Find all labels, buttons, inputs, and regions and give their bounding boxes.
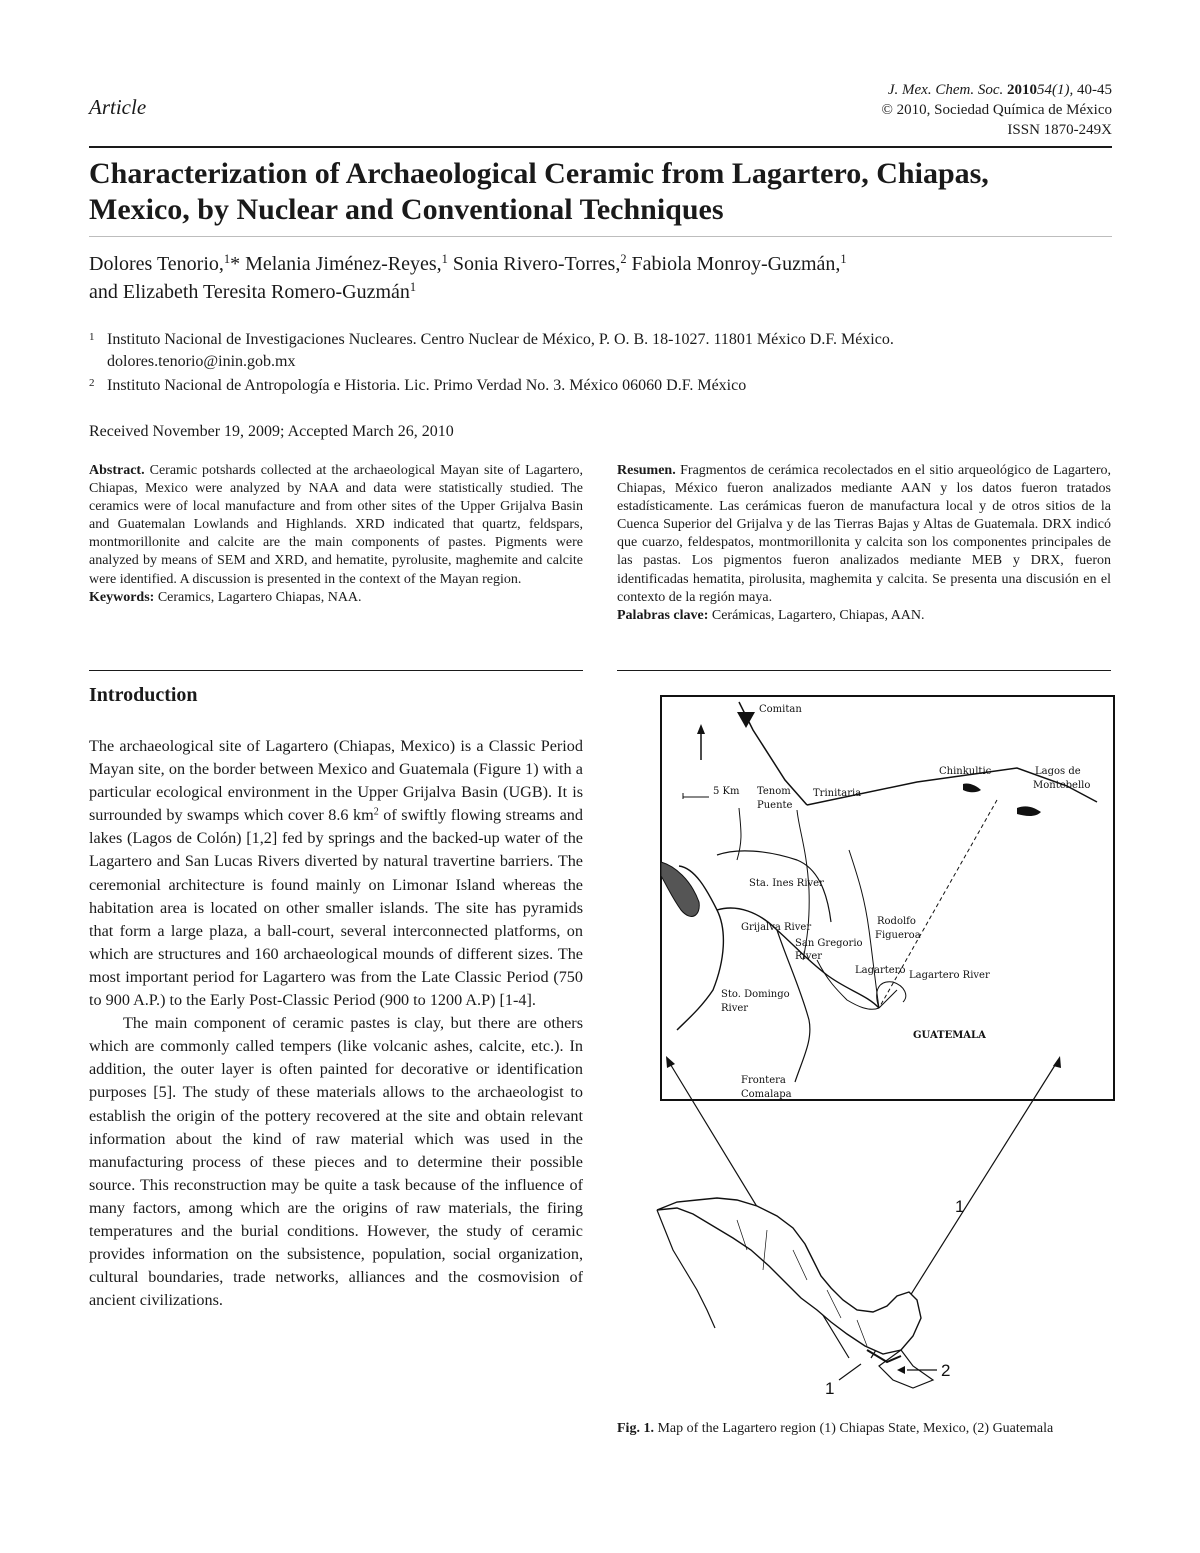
author-name: and Elizabeth Teresita Romero-Guzmán bbox=[89, 281, 410, 303]
map-number-1-top: 1 bbox=[955, 1197, 965, 1216]
map-label-sto-domingo-river: River bbox=[721, 1003, 749, 1014]
map-label-figueroa: Figueroa bbox=[875, 930, 921, 941]
author-name: Melania Jiménez-Reyes, bbox=[245, 253, 442, 275]
journal-citation bbox=[881, 80, 1112, 100]
paragraph-text: The archaeological site of Lagartero (Chiapas, Mexico) is a Classic Period Mayan site, on the border between Mexico and Guatemala (Figure 1) with a particular ecological environment in the Upper Grijalva Basin (UGB). It is surrounded by swamps which cover 8.6 km bbox=[89, 737, 583, 825]
title-line-1: Characterization of Archaeological Ceramic from Lagartero, Chiapas, bbox=[89, 157, 989, 190]
article-type-label: Article bbox=[89, 95, 147, 119]
resumen-rule bbox=[617, 670, 1111, 671]
journal-copyright: © 2010, Sociedad Química de México bbox=[881, 102, 1112, 118]
resumen bbox=[617, 462, 1111, 625]
figure-caption bbox=[617, 1420, 1111, 1438]
author-name: Sonia Rivero-Torres, bbox=[452, 253, 621, 275]
author-affiliation-mark: 1 bbox=[223, 252, 231, 267]
map-label-comalapa: Comalapa bbox=[741, 1089, 792, 1100]
map-label-grijalva: Grijalva River bbox=[741, 922, 812, 933]
baja-california-outline bbox=[657, 1210, 715, 1328]
author-affiliation-mark: 1 bbox=[409, 280, 417, 295]
map-label-lagos: Lagos de bbox=[1035, 766, 1081, 777]
map-label-sto-domingo: Sto. Domingo bbox=[721, 989, 790, 1000]
paragraph-text: of swiftly flowing streams and lakes (Lagos de Colón) [1,2] fed by springs and the backed-up water of the Lagartero and San Lucas Rivers diverted by natural travertine barriers. The ceremonial architecture is found mainly on Limonar Island whereas the habitation area is located on other smaller islands. The site has pyramids that form a large plaza, a ball-court, several interconnected platforms, on which are structures and 160 archaeological mounds of different sizes. The most important period for Lagartero was from the Late Classic Period (750 to 900 A.P.) to the Early Post-Classic Period (900 to 1200 A.P) [1-4]. bbox=[89, 806, 583, 1010]
corresponding-author-mark: * bbox=[230, 253, 241, 275]
map-label-lagartero: Lagartero bbox=[855, 965, 906, 976]
title-rule bbox=[89, 236, 1112, 237]
keywords-text: Ceramics, Lagartero Chiapas, NAA. bbox=[157, 589, 362, 605]
journal-info bbox=[881, 80, 1112, 140]
author-affiliation-mark: 2 bbox=[620, 252, 627, 267]
abstract-rule bbox=[89, 670, 583, 671]
resumen-text: Fragmentos de cerámica recolectados en el sitio arqueológico de Lagartero, Chiapas, México fueron analizados mediante AAN y los datos fueron tratados estadísticamente. Las cerámicas fueron de manufactura local y de otros sitios de la Cuenca Superior del Grijalva y de las Tierras Bajas y Altas de Guatemala. DRX indicó que cuarzo, feldespatos, montmorillonita y calcita son los componentes principales de las pastas. Los pigmentos fueron analizados mediante MEB y DRX, fueron identificadas hematita, pirolusita, maghemita y calcita. Se presenta una discusión en el contexto de la región maya. bbox=[617, 463, 1111, 605]
map-label-san-gregorio-river: River bbox=[795, 951, 823, 962]
affiliation-2 bbox=[89, 375, 1112, 397]
map-label-frontera: Frontera bbox=[741, 1075, 786, 1086]
guatemala-outline bbox=[879, 1350, 933, 1388]
figure-caption-label: Fig. 1. bbox=[617, 1421, 654, 1436]
paper-title bbox=[89, 156, 1112, 228]
map-label-montebello: Montebello bbox=[1033, 780, 1091, 791]
author-name: Dolores Tenorio, bbox=[89, 253, 224, 275]
abstract-label: Abstract. bbox=[89, 463, 145, 478]
superscript: 2 bbox=[373, 806, 379, 818]
map-number-1-bottom: 1 bbox=[825, 1379, 835, 1398]
map-label-san-gregorio: San Gregorio bbox=[795, 938, 863, 949]
palabras-clave-label: Palabras clave: bbox=[617, 607, 709, 623]
journal-pages: 40-45 bbox=[1077, 82, 1112, 98]
map-label-tenom: Tenom bbox=[757, 786, 791, 797]
affiliation-number: 2 bbox=[89, 377, 95, 389]
affiliation-1 bbox=[89, 329, 1112, 373]
abstract-text: Ceramic potshards collected at the archaeological Mayan site of Lagartero, Chiapas, Mexico were analyzed by NAA and data were statistically studied. The ceramics were of local manufacture and from other sites of the Upper Grijalva Basin and Guatemalan Lowlands and Highlands. XRD indicated that quartz, feldspars, montmorillonite and calcite are the main components of pastes. Pigments were analyzed by means of SEM and XRD, and hematite, pyrolusite, maghemite and calcite were identified. A discussion is presented in the context of the Mayan region. bbox=[89, 463, 583, 587]
corresponding-email: dolores.tenorio@inin.gob.mx bbox=[107, 353, 296, 370]
section-heading-introduction: Introduction bbox=[89, 684, 198, 706]
mexico-outline bbox=[657, 1198, 921, 1354]
affiliation-number: 1 bbox=[89, 331, 95, 343]
figure-caption-text: Map of the Lagartero region (1) Chiapas State, Mexico, (2) Guatemala bbox=[657, 1421, 1054, 1436]
map-label-comitan: Comitan bbox=[759, 704, 802, 715]
received-dates: Received November 19, 2009; Accepted March 26, 2010 bbox=[89, 423, 454, 440]
map-label-guatemala: GUATEMALA bbox=[913, 1030, 986, 1041]
map-label-chinkultic: Chinkultic bbox=[939, 766, 992, 777]
map-label-sta-ines: Sta. Ines River bbox=[749, 878, 824, 889]
inset-frame bbox=[661, 696, 1114, 1100]
abstract bbox=[89, 462, 583, 607]
figure-1-map bbox=[617, 690, 1117, 1410]
journal-year: 2010 bbox=[1007, 82, 1037, 98]
paragraph bbox=[89, 735, 583, 1012]
paragraph: The main component of ceramic pastes is clay, but there are others which are commonly called tempers (like volcanic ashes, calcite, etc.). In addition, the outer layer is often painted for decorative or identification purposes [5]. The study of these materials allows to the archaeologist to establish the origin of the pottery recovered at the site and obtain relevant information about the kind of raw material which was used in the manufacturing process of these pieces and to determine their possible source. This reconstruction may be quite a task because of the influence of many factors, among which are the origins of raw materials, the firing temperatures and the burial conditions. However, the study of ceramic provides information on the subsistence, population, social organization, cultural boundaries, trade networks, alliances and the cosmovision of ancient civilizations. bbox=[89, 1014, 583, 1310]
author-affiliation-mark: 1 bbox=[441, 252, 448, 267]
map-label-rodolfo: Rodolfo bbox=[877, 916, 916, 927]
pointer-arrow-icon bbox=[839, 1364, 861, 1380]
header-rule bbox=[89, 146, 1112, 148]
author-affiliation-mark: 1 bbox=[840, 252, 847, 267]
map-number-2: 2 bbox=[941, 1361, 951, 1380]
resumen-label: Resumen. bbox=[617, 463, 676, 478]
map-label-lagartero-river: Lagartero River bbox=[909, 970, 990, 981]
affiliation-text: Instituto Nacional de Antropología e Historia. Lic. Primo Verdad No. 3. México 06060 D.F. México bbox=[107, 377, 747, 394]
author-list bbox=[89, 250, 1112, 306]
journal-volume: 54(1), bbox=[1037, 82, 1074, 98]
map-label-trinitaria: Trinitaria bbox=[813, 788, 862, 799]
journal-name: J. Mex. Chem. Soc. bbox=[887, 82, 1004, 98]
palabras-clave-text: Cerámicas, Lagartero, Chiapas, AAN. bbox=[711, 607, 925, 623]
journal-issn: ISSN 1870-249X bbox=[1007, 122, 1112, 138]
introduction-body bbox=[89, 735, 583, 1312]
map-label-puente: Puente bbox=[757, 800, 793, 811]
keywords-label: Keywords: bbox=[89, 589, 155, 605]
affiliation-text: Instituto Nacional de Investigaciones Nucleares. Centro Nuclear de México, P. O. B. 18-1027. 11801 México D.F. México. bbox=[107, 331, 894, 348]
author-name: Fabiola Monroy-Guzmán, bbox=[631, 253, 841, 275]
map-label-scale: 5 Km bbox=[713, 786, 740, 797]
title-line-2: Mexico, by Nuclear and Conventional Techniques bbox=[89, 193, 724, 226]
